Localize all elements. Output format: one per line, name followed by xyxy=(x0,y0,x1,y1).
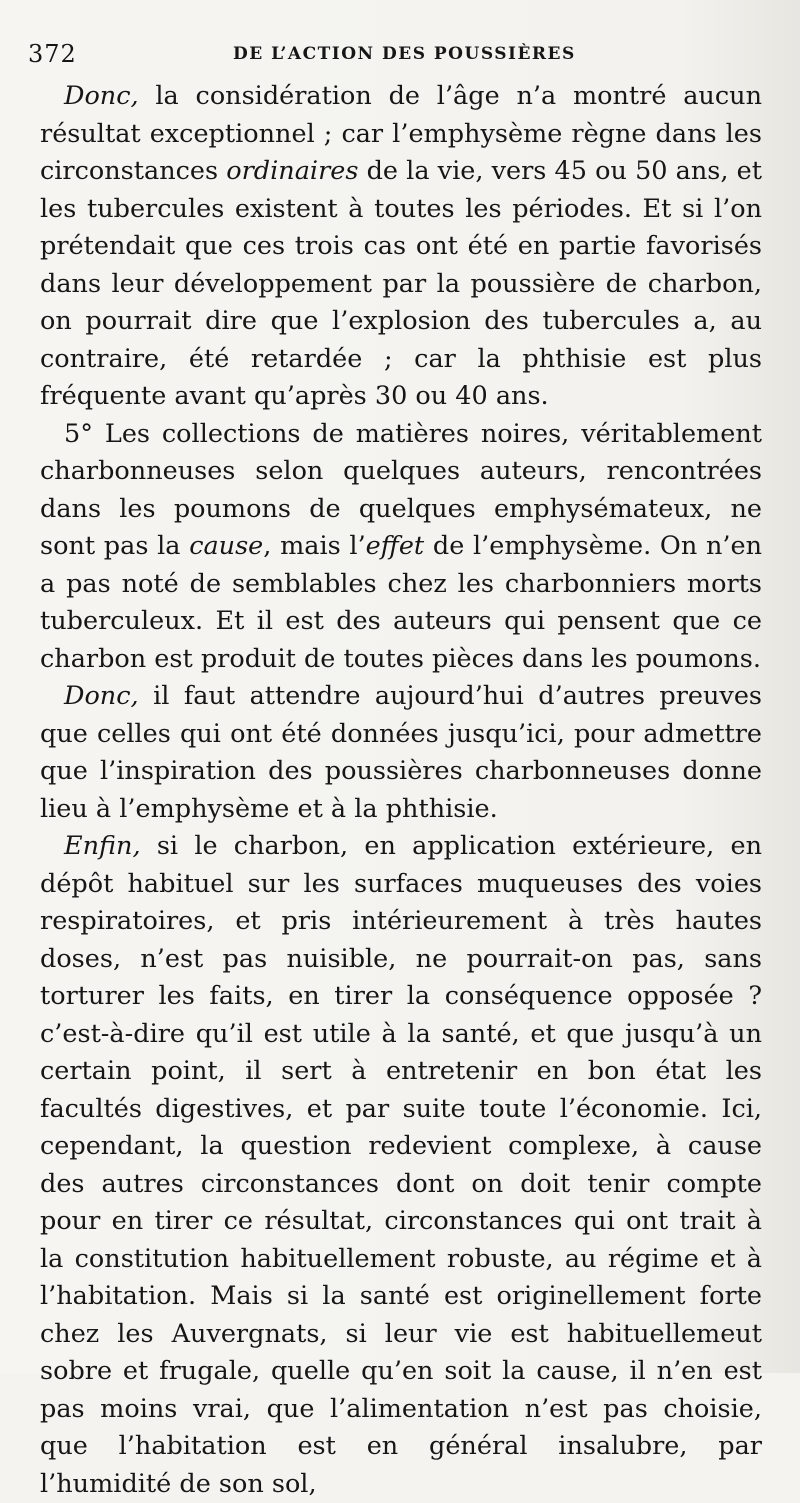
paragraph-1-lead: Donc, xyxy=(64,81,139,111)
paragraph-4-lead: Enfin, xyxy=(64,831,141,861)
paragraph-2-text: 5° Les collections de matières noires, véritablement charbonneuses selon quelques auteurs, rencontrées dans les poumons de quelques emphysémateux, ne sont pas la xyxy=(40,418,762,561)
paragraph-2-text-2: , mais l’ xyxy=(263,531,366,561)
paragraph-1-text: la considération de l’âge n’a montré aucun résultat exceptionnel ; car l’emphysème règne dans les circonstances xyxy=(40,81,762,186)
paragraph-3 xyxy=(40,678,762,828)
body-text xyxy=(40,78,762,1503)
paragraph-1-text-2: de la vie, vers 45 ou 50 ans, et les tubercules existent à toutes les périodes. Et si l’on prétendait que ces trois cas ont été en partie favorisés dans leur développement par la poussière de charbon, on pourrait dire que l’explosion des tubercules a, au contraire, été retardée ; car la phthisie est plus fréquente avant qu’après 30 ou 40 ans. xyxy=(40,156,762,411)
page-number: 372 xyxy=(28,40,77,68)
paragraph-1-emphasis: ordinaires xyxy=(226,156,359,186)
page-header xyxy=(28,40,760,74)
paragraph-2-text-3: de l’emphysème. On n’en a pas noté de semblables chez les charbonniers morts tuberculeux. Et il est des auteurs qui pensent que ce charbon est produit de toutes pièces dans les poumons. xyxy=(40,531,762,674)
paragraph-4 xyxy=(40,828,762,1503)
paragraph-1 xyxy=(40,78,762,416)
paragraph-2-emphasis-effet: effet xyxy=(365,531,425,561)
running-title: DE L’ACTION DES POUSSIÈRES xyxy=(233,44,576,64)
paragraph-2-emphasis-cause: cause xyxy=(189,531,264,561)
paragraph-4-text: si le charbon, en application extérieure, en dépôt habituel sur les surfaces muqueuses des voies respiratoires, et pris intérieurement à très hautes doses, n’est pas nuisible, ne pourrait-on pas, sans torturer les faits, en tirer la conséquence opposée ? c’est-à-dire qu’il est utile à la santé, et que jusqu’à un certain point, il sert à entretenir en bon état les facultés digestives, et par suite toute l’économie. Ici, cependant, la question redevient complexe, à cause des autres circonstances dont on doit tenir compte pour en tirer ce résultat, circonstances qui ont trait à la constitution habituellement robuste, au régime et à l’habitation. Mais si la santé est originellement forte chez les Auvergnats, si leur vie est habituellemeut sobre et frugale, quelle qu’en soit la cause, il n’en est pas moins vrai, que l’alimentation n’est pas choisie, que l’habitation est en général insalubre, par l’humidité de son sol, xyxy=(40,831,762,1499)
paragraph-3-text: il faut attendre aujourd’hui d’autres preuves que celles qui ont été données jusqu’ici, pour admettre que l’inspiration des poussières charbonneuses donne lieu à l’emphysème et à la phthisie. xyxy=(40,681,762,824)
paragraph-3-lead: Donc, xyxy=(64,681,139,711)
paragraph-2 xyxy=(40,416,762,679)
